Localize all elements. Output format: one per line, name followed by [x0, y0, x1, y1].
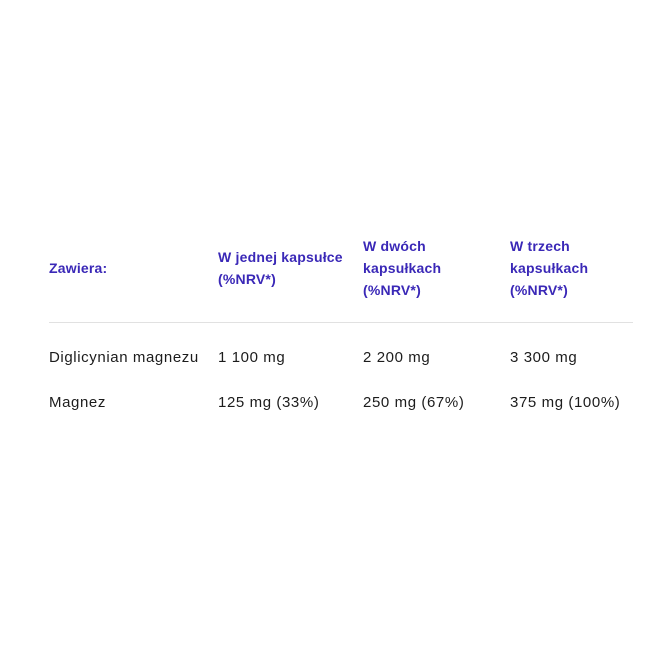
row-value-one-capsule: 1 100 mg	[218, 349, 286, 366]
column-header-line: (%NRV*)	[363, 282, 421, 298]
column-header-line: W dwóch	[363, 238, 426, 254]
column-header-two-capsules	[363, 235, 510, 301]
table-header-row	[49, 234, 633, 302]
column-header-three-capsules	[510, 235, 633, 301]
row-value-three-capsules: 3 300 mg	[510, 349, 578, 366]
nutrition-facts-table	[49, 234, 633, 411]
table-row	[49, 394, 633, 411]
row-value-two-capsules: 2 200 mg	[363, 349, 431, 366]
column-header-line: (%NRV*)	[218, 271, 276, 287]
column-header-line: (%NRV*)	[510, 282, 568, 298]
column-header-line: kapsułkach	[510, 260, 589, 276]
table-row	[49, 349, 633, 366]
column-header-line: kapsułkach	[363, 260, 442, 276]
column-header-one-capsule	[218, 246, 363, 290]
row-value-three-capsules: 375 mg (100%)	[510, 394, 621, 411]
row-value-one-capsule: 125 mg (33%)	[218, 394, 320, 411]
column-header-line: W jednej kapsułce	[218, 249, 343, 265]
corner-label: Zawiera:	[49, 260, 108, 276]
row-label: Magnez	[49, 394, 106, 411]
header-divider	[49, 322, 633, 323]
row-value-two-capsules: 250 mg (67%)	[363, 394, 465, 411]
column-header-line: W trzech	[510, 238, 570, 254]
row-label: Diglicynian magnezu	[49, 349, 199, 366]
